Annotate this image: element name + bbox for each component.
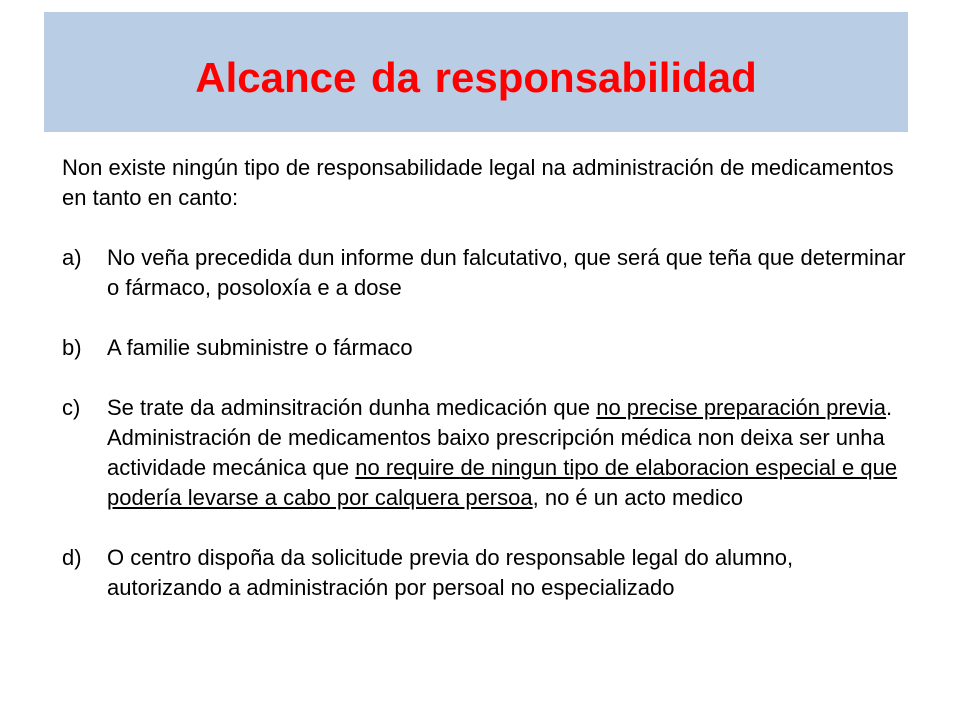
list-item-c: [62, 393, 912, 513]
text-segment: Se trate da adminsitración dunha medicación que: [107, 395, 597, 420]
list-item-text: [107, 395, 897, 510]
title-banner: [44, 12, 908, 132]
text-segment: . Administración de medicamentos baixo prescripción médica non deixa ser unha actividade mecánica que: [107, 395, 893, 480]
list-marker: b): [62, 335, 82, 360]
list-marker: a): [62, 245, 82, 270]
underlined-phrase: no require de ningun tipo de elaboracion especial e que podería levarse a cabo por calquera persoa: [107, 455, 898, 510]
list-item-b: [62, 333, 912, 363]
text-segment: , no é un acto medico: [532, 485, 743, 510]
list-marker: c): [62, 395, 81, 420]
list-marker: d): [62, 545, 82, 570]
list-item-d: [62, 543, 912, 603]
underlined-phrase: no precise preparación previa: [596, 395, 887, 420]
intro-paragraph: Non existe ningún tipo de responsabilidade legal na administración de medicamentos en tanto en canto:: [62, 155, 894, 210]
slide-body: [62, 153, 912, 603]
list-item-a: [62, 243, 912, 303]
list-item-text: A familie subministre o fármaco: [107, 335, 413, 360]
list-item-text: O centro dispoña da solicitude previa do responsable legal do alumno, autorizando a administración por persoal no especializado: [107, 545, 794, 600]
slide-title: Alcance da responsabilidad: [195, 54, 757, 101]
list-item-text: No veña precedida dun informe dun falcutativo, que será que teña que determinar o fármaco, posoloxía e a dose: [107, 245, 906, 300]
